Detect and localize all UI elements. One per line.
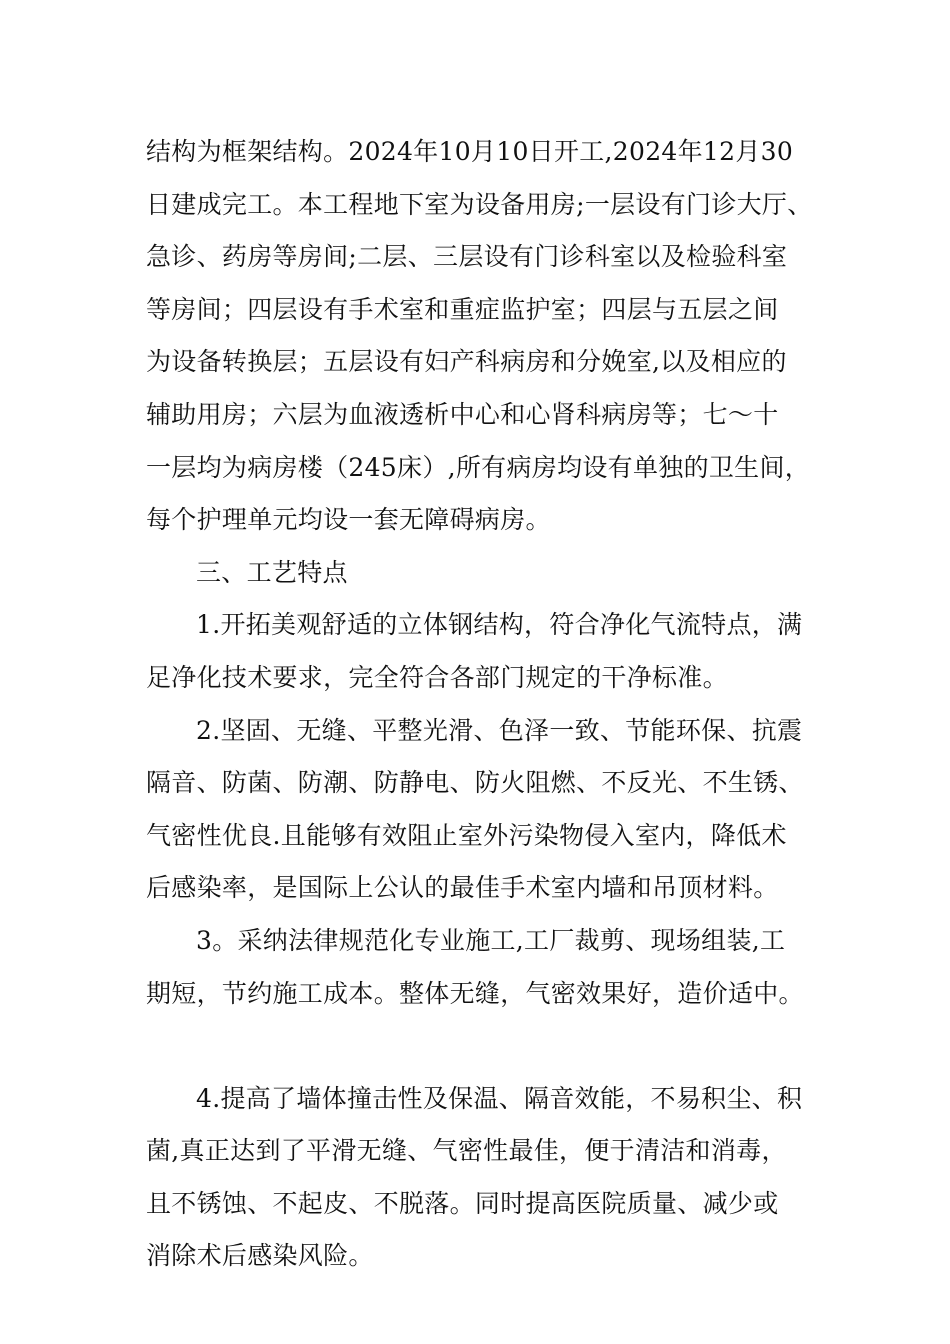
document-page <box>146 126 813 1283</box>
paragraph-item-4 <box>146 1073 806 1283</box>
text-line: 气密性优良.且能够有效阻止室外污染物侵入室内，降低术 <box>146 820 787 850</box>
text-line: 急诊、药房等房间;二层、三层设有门诊科室以及检验科室 <box>146 242 788 272</box>
text-line: 日建成完工。本工程地下室为设备用房;一层设有门诊大厅、 <box>146 189 813 219</box>
text-line: 1.开拓美观舒适的立体钢结构，符合净化气流特点，满 <box>196 610 803 640</box>
paragraph-item-2 <box>146 705 806 915</box>
text-line: 为设备转换层；五层设有妇产科病房和分娩室,以及相应的 <box>146 347 787 377</box>
text-line: 期短，节约施工成本。整体无缝，气密效果好，造价适中。 <box>146 978 804 1008</box>
text-line: 消除术后感染风险。 <box>146 1241 374 1271</box>
text-line: 2.坚固、无缝、平整光滑、色泽一致、节能环保、抗震 <box>196 715 803 745</box>
text-line: 足净化技术要求，完全符合各部门规定的干净标准。 <box>146 662 728 692</box>
paragraph-building-structure <box>146 126 813 547</box>
text-line: 隔音、防菌、防潮、防静电、防火阻燃、不反光、不生锈、 <box>146 768 804 798</box>
text-line: 等房间；四层设有手术室和重症监护室；四层与五层之间 <box>146 294 779 324</box>
section-heading: 三、工艺特点 <box>196 557 348 587</box>
paragraph-item-1 <box>146 599 806 704</box>
text-line: 结构为框架结构。2024年10月10日开工,2024年12月30 <box>146 137 794 166</box>
text-line: 一层均为病房楼（245床）,所有病房均设有单独的卫生间， <box>146 452 811 482</box>
text-line: 后感染率，是国际上公认的最佳手术室内墙和吊顶材料。 <box>146 873 779 903</box>
text-line: 每个护理单元均设一套无障碍病房。 <box>146 505 551 535</box>
text-line: 辅助用房；六层为血液透析中心和心肾科病房等；七～十 <box>146 399 779 429</box>
text-line: 3。采纳法律规范化专业施工,工厂裁剪、现场组装,工 <box>196 925 786 955</box>
text-line: 4.提高了墙体撞击性及保温、隔音效能，不易积尘、积 <box>196 1083 803 1113</box>
text-line: 且不锈蚀、不起皮、不脱落。同时提高医院质量、减少或 <box>146 1188 779 1218</box>
paragraph-item-3 <box>146 915 806 1020</box>
blank-spacer <box>146 1020 806 1073</box>
text-line: 菌,真正达到了平滑无缝、气密性最佳，便于清洁和消毒， <box>146 1136 787 1166</box>
